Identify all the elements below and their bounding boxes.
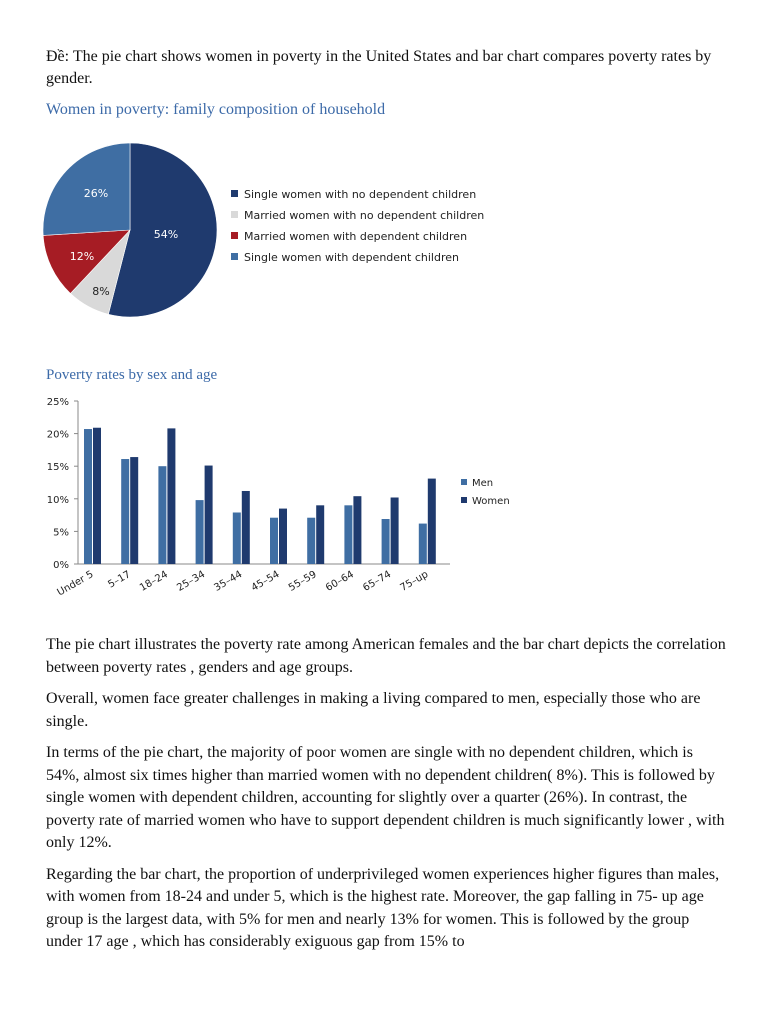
bar-y-tick-label-1: 5%	[53, 527, 69, 539]
bar-women-2	[130, 457, 138, 564]
bar-x-tick-label-6: 45–54	[249, 569, 282, 594]
pie-slice-label-2: 8%	[92, 285, 110, 298]
pie-legend-label-1: Single women with no dependent children	[244, 188, 477, 201]
pie-slice-label-1: 54%	[153, 228, 179, 241]
bar-women-4	[205, 466, 213, 564]
pie-legend-swatch-4	[231, 253, 238, 260]
bar-men-2	[121, 459, 129, 564]
essay-paragraph-4: Regarding the bar chart, the proportion of underprivileged women experiences higher figures than males, with women from 18-24 and under 5, which is the highest rate. Moreover, the gap falling in 75- up age group is the largest data, with 5% for men and nearly 13% for women. This is followed by the group under 17 age , which has considerably exiguous gap from 15% to	[46, 865, 720, 950]
bar-x-tick-label-7: 55–59	[286, 569, 319, 594]
bar-y-tick-label-0: 0%	[53, 560, 69, 571]
pie-slice-label-3: 12%	[69, 250, 95, 263]
bar-legend-label-1: Men	[472, 478, 494, 489]
essay-paragraph-1: The pie chart illustrates the poverty rate among American females and the bar chart depicts the correlation between poverty rates , genders and age groups.	[46, 636, 726, 676]
bar-legend-swatch-1	[461, 479, 467, 485]
pie-slice-label-4: 26%	[83, 187, 109, 200]
bar-x-tick-label-3: 18–24	[138, 569, 170, 594]
bar-y-tick-label-2: 10%	[46, 494, 69, 506]
bar-legend-swatch-2	[461, 497, 467, 503]
bar-x-tick-label-5: 35–44	[212, 569, 245, 594]
bar-y-tick-label-3: 15%	[46, 462, 69, 474]
bar-men-3	[158, 466, 166, 564]
bar-men-8	[344, 505, 352, 564]
bar-women-6	[279, 509, 287, 564]
bar-chart-title: Poverty rates by sex and age	[46, 367, 218, 383]
bar-women-10	[428, 479, 436, 564]
bar-women-9	[391, 497, 399, 564]
bar-men-10	[419, 524, 427, 564]
bar-men-6	[270, 518, 278, 564]
pie-legend-swatch-3	[231, 232, 238, 239]
prompt-text: Đề: The pie chart shows women in poverty in the United States and bar chart compares poverty rates by gender.	[46, 48, 712, 87]
bar-women-7	[316, 505, 324, 564]
bar-women-1	[93, 428, 101, 564]
pie-chart-title: Women in poverty: family composition of household	[46, 101, 386, 118]
bar-y-tick-label-5: 25%	[46, 397, 69, 408]
bar-men-7	[307, 518, 315, 564]
essay-paragraph-3: In terms of the pie chart, the majority of poor women are single with no dependent children, which is 54%, almost six times higher than married women with no dependent children( 8%). This is followed by single women with dependent children, accounting for slightly over a quarter (26%). In contrast, the poverty rate of married women who have to support dependent children is much significantly lower , with only 12%.	[46, 744, 725, 851]
bar-x-tick-label-8: 60–64	[324, 569, 356, 594]
pie-legend-swatch-1	[231, 190, 238, 197]
pie-legend-label-2: Married women with no dependent children	[244, 209, 485, 222]
bar-women-8	[353, 496, 361, 564]
bar-women-3	[167, 428, 175, 564]
bar-legend-label-2: Women	[472, 496, 510, 507]
bar-x-tick-label-1: Under 5	[55, 569, 96, 599]
pie-legend-label-4: Single women with dependent children	[244, 251, 459, 264]
bar-x-tick-label-9: 65–74	[361, 569, 394, 594]
pie-legend-label-3: Married women with dependent children	[244, 230, 468, 243]
bar-men-4	[196, 500, 204, 564]
essay-body	[46, 634, 728, 963]
bar-men-1	[84, 429, 92, 564]
bar-x-tick-label-2: 5–17	[106, 569, 133, 591]
bar-men-9	[382, 519, 390, 564]
bar-women-5	[242, 491, 250, 564]
bar-x-tick-label-4: 25–34	[175, 569, 208, 594]
bar-y-tick-label-4: 20%	[46, 429, 69, 441]
essay-paragraph-2: Overall, women face greater challenges in making a living compared to men, especially those who are single.	[46, 690, 701, 730]
bar-men-5	[233, 512, 241, 564]
bar-x-tick-label-10: 75–up	[398, 569, 431, 594]
pie-legend-swatch-2	[231, 211, 238, 218]
